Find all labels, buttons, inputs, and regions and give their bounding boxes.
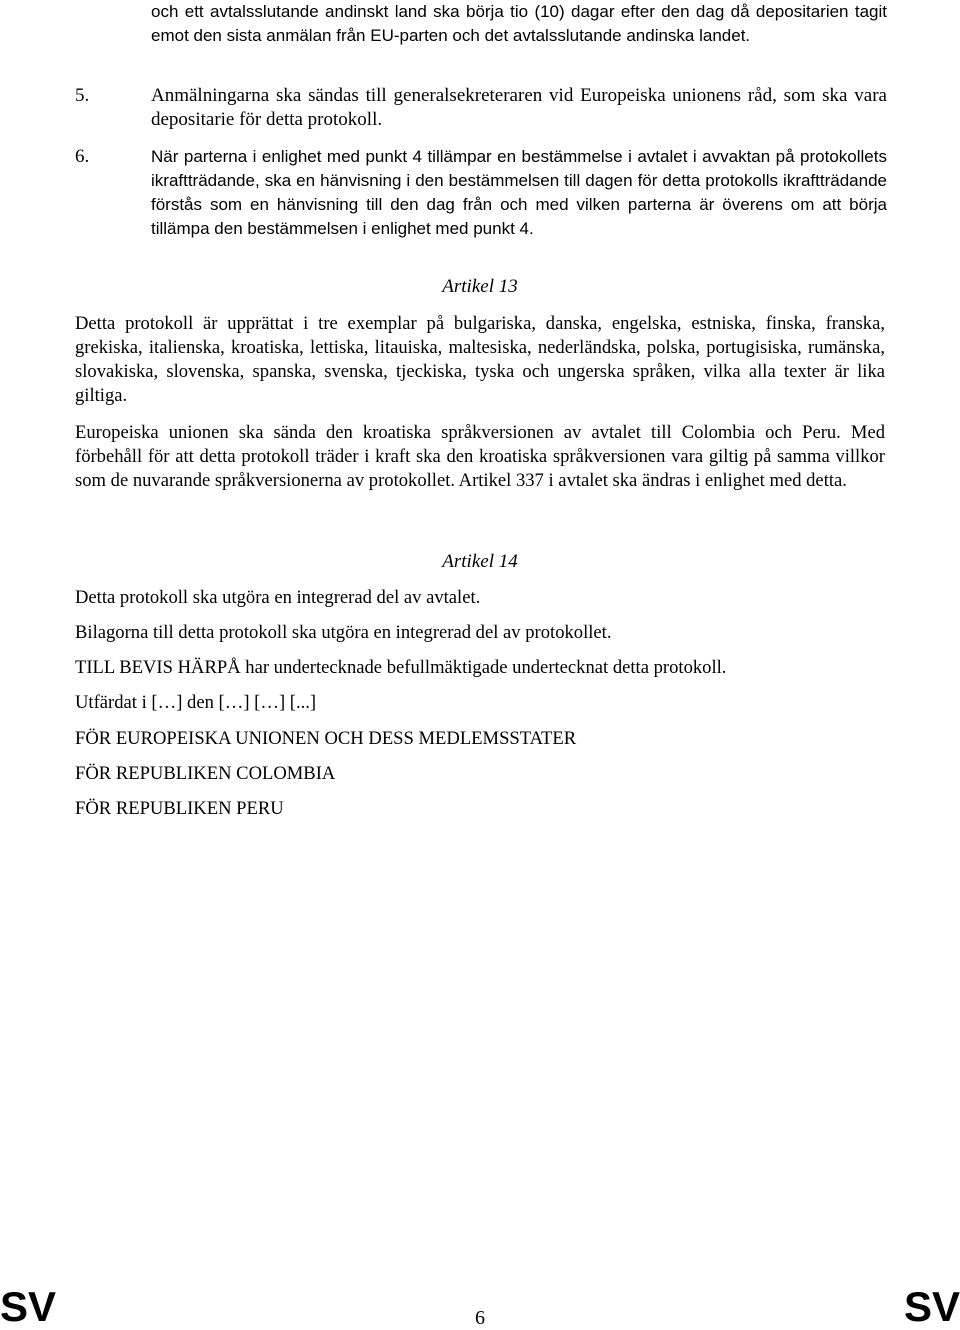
done-at-line: Utfärdat i […] den […] […] [...] <box>75 692 317 713</box>
item-4-continuation <box>75 0 887 48</box>
item-number: 6. <box>75 146 90 167</box>
item-text: När parterna i enlighet med punkt 4 tillämpar en bestämmelse i avtalet i avvaktan på protokollets ikraftträdande, ska en hänvisning i den bestämmelsen till dagen för detta protokolls ikraftträdande förstås som en hänvisning till den dag från och med vilken parterna är överens om att börja tillämpa den bestämmelsen i enlighet med punkt 4. <box>151 147 887 238</box>
list-item-5 <box>75 84 887 132</box>
article-14-paragraph-3: TILL BEVIS HÄRPÅ har undertecknade befullmäktigade undertecknat detta protokoll. <box>75 657 727 678</box>
article-14-paragraph-2: Bilagorna till detta protokoll ska utgöra en integrerad del av protokollet. <box>75 622 612 643</box>
signatory-colombia: FÖR REPUBLIKEN COLOMBIA <box>75 763 336 784</box>
signatory-eu: FÖR EUROPEISKA UNIONEN OCH DESS MEDLEMSSTATER <box>75 728 577 749</box>
article-13-paragraph-1: Detta protokoll är upprättat i tre exemplar på bulgariska, danska, engelska, estniska, finska, franska, grekiska, italienska, kroatiska, lettiska, litauiska, maltesiska, nederländska, polska, portugisiska, rumänska, slovakiska, slovenska, spanska, svenska, tjeckiska, tyska och ungerska språken, vilka alla texter är lika giltiga. <box>75 313 885 406</box>
list-item-6 <box>75 145 887 241</box>
article-13-heading: Artikel 13 <box>442 276 518 297</box>
item-text: Anmälningarna ska sändas till generalsekreteraren vid Europeiska unionens råd, som ska vara depositarie för detta protokoll. <box>151 85 887 130</box>
footer-language-left: SV <box>0 1283 57 1330</box>
item-4-continuation-text: och ett avtalsslutande andinskt land ska börja tio (10) dagar efter den dag då depositarien tagit emot den sista anmälan från EU-parten och det avtalsslutande andinska landet. <box>151 2 887 45</box>
page-number: 6 <box>475 1307 485 1329</box>
article-14-heading: Artikel 14 <box>442 551 518 572</box>
footer-language-right: SV <box>903 1283 960 1330</box>
article-14-paragraph-1: Detta protokoll ska utgöra en integrerad del av avtalet. <box>75 587 481 608</box>
signatory-peru: FÖR REPUBLIKEN PERU <box>75 798 284 819</box>
item-number: 5. <box>75 85 90 106</box>
article-13-paragraph-2: Europeiska unionen ska sända den kroatiska språkversionen av avtalet till Colombia och Peru. Med förbehåll för att detta protokoll träder i kraft ska den kroatiska språkversionen vara giltig på samma villkor som de nuvarande språkversionerna av protokollet. Artikel 337 i avtalet ska ändras i enlighet med detta. <box>75 422 885 491</box>
